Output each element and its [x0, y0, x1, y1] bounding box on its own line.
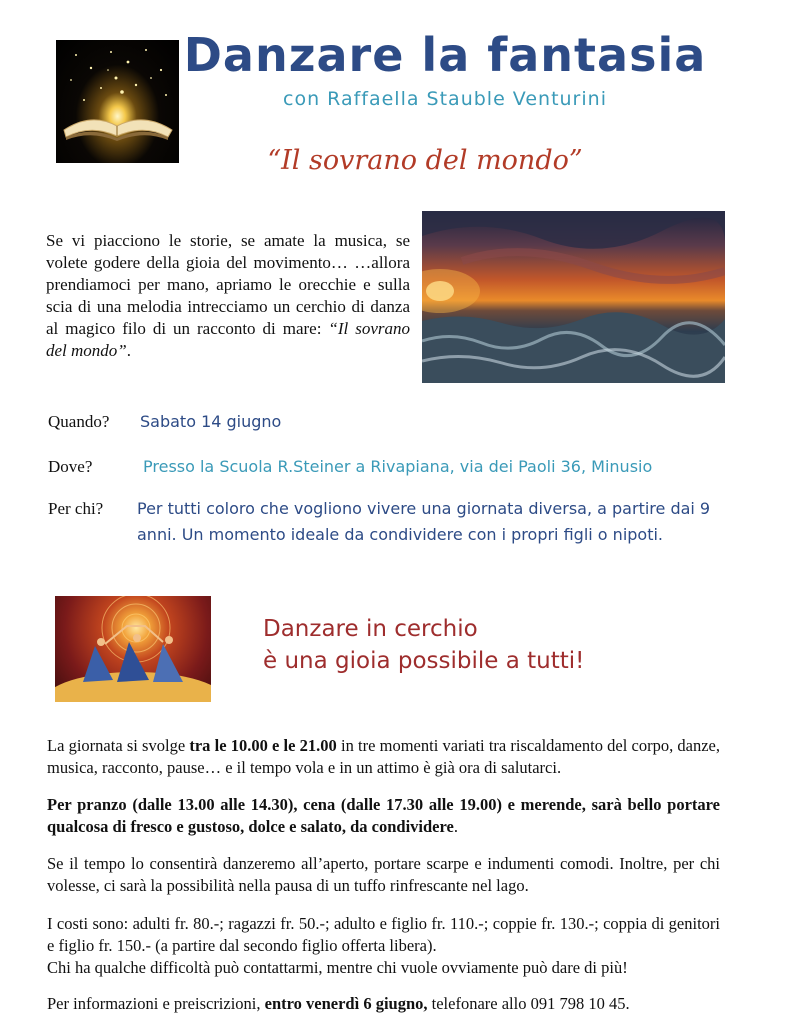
dance-slogan-line1: Danzare in cerchio — [263, 616, 478, 642]
intro-paragraph — [46, 230, 410, 362]
when-value: Sabato 14 giugno — [140, 412, 282, 431]
meals-end: . — [453, 817, 458, 836]
who-label: Per chi? — [48, 499, 104, 518]
subtitle: con Raffaella Stauble Venturini — [283, 88, 607, 110]
schedule-text: La giornata si svolge — [47, 736, 190, 755]
circle-dance-image — [55, 596, 211, 702]
dance-slogan-line2: è una gioia possibile a tutti! — [263, 648, 585, 674]
costs-text: I costi sono: adulti fr. 80.-; ragazzi fr. 50.-; adulto e figlio fr. 110.-; coppie fr. 130.-; coppia di genitori e figlio fr. 150.- (a partire dal secondo figlio offerta libera). — [47, 914, 720, 955]
story-title: “Il sovrano del mondo” — [267, 145, 583, 176]
who-value: Per tutti coloro che vogliono vivere una giornata diversa, a partire dai 9 anni. Un momento ideale da condividere con i propri figli o nipoti. — [137, 499, 711, 544]
contact-phone: telefonare allo 091 798 10 45. — [427, 994, 630, 1013]
contact-deadline: entro venerdì 6 giugno, — [264, 994, 428, 1013]
schedule-paragraph — [47, 735, 720, 779]
open-book-image — [56, 40, 179, 163]
where-value: Presso la Scuola R.Steiner a Rivapiana, via dei Paoli 36, Minusio — [143, 457, 653, 476]
weather-paragraph: Se il tempo lo consentirà danzeremo all’aperto, portare scarpe e indumenti comodi. Inoltre, per chi volesse, ci sarà la possibilità nella pausa di un tuffo rinfrescante nel lago. — [47, 854, 720, 895]
costs-paragraph — [47, 913, 720, 979]
meals-text: Per pranzo (dalle 13.00 alle 14.30), cena (dalle 17.30 alle 19.00) e merende, sarà bello portare qualcosa di fresco e gustoso, dolce e salato, da condividere — [47, 795, 720, 836]
schedule-text-end: in tre momenti variati tra riscaldamento del corpo, danze, musica, racconto, pause… e il tempo vola e in un attimo è già ora di salutarci. — [47, 736, 721, 777]
intro-italic-title: “Il sovrano del mondo” — [46, 319, 410, 360]
schedule-hours: tra le 10.00 e le 21.00 — [189, 736, 337, 755]
contact-paragraph — [47, 993, 720, 1015]
contact-text: Per informazioni e preiscrizioni, — [47, 994, 265, 1013]
intro-end: . — [126, 341, 131, 360]
intro-text: Se vi piacciono le storie, se amate la musica, se volete godere della gioia del movimento… …allora prendiamoci per mano, apriamo le orecchie e sulla scia di una melodia intrecciamo un cerchio di danza al magico filo di un racconto di mare: — [46, 231, 410, 338]
sea-sunset-image — [422, 211, 725, 383]
where-label: Dove? — [48, 457, 93, 476]
meals-paragraph — [47, 794, 720, 838]
page-title: Danzare la fantasia — [183, 28, 707, 82]
when-label: Quando? — [48, 412, 110, 431]
costs-note: Chi ha qualche difficoltà può contattarmi, mentre chi vuole ovviamente può dare di più! — [47, 958, 628, 977]
